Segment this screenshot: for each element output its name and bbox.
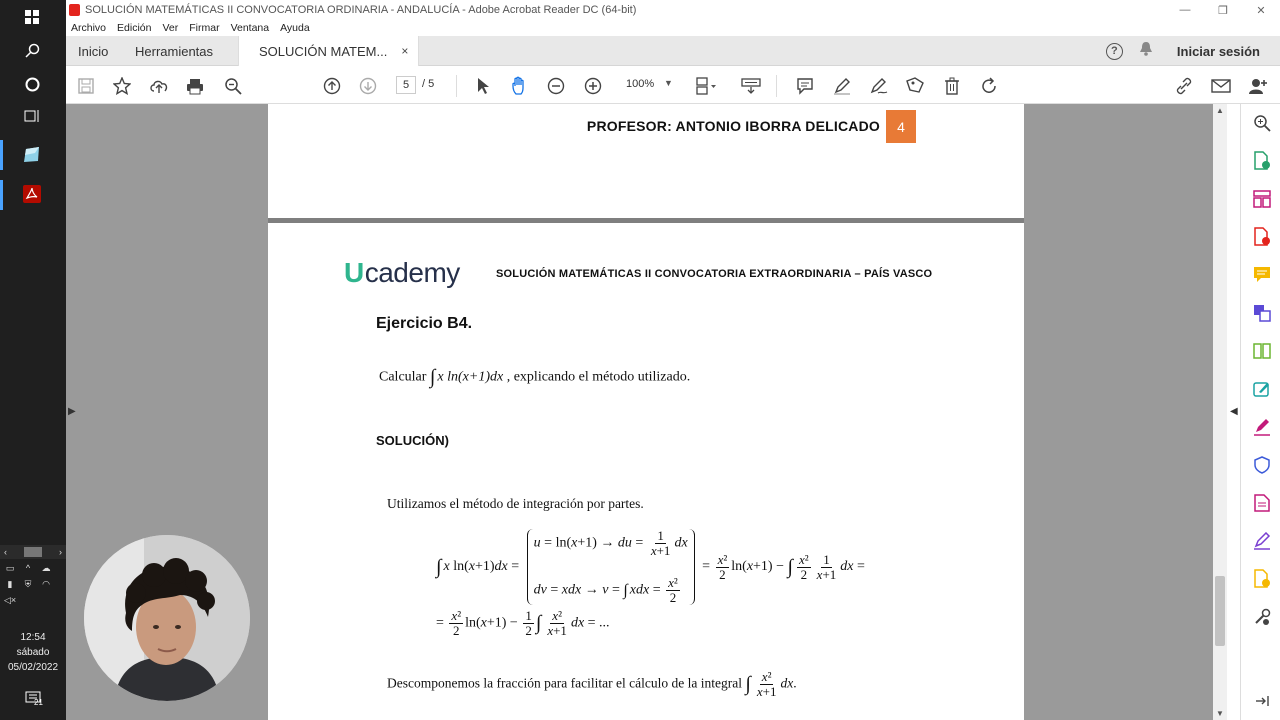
windows-taskbar	[0, 0, 66, 720]
professor-name: PROFESOR: ANTONIO IBORRA DELICADO	[586, 118, 880, 134]
email-icon[interactable]	[1208, 73, 1234, 99]
menu-firmar[interactable]: Firmar	[189, 22, 220, 34]
decompose-sentence: Descomponemos la fracción para facilitar el cálculo de la integral	[387, 675, 742, 691]
search-zoom-icon[interactable]	[1251, 112, 1273, 134]
save-icon[interactable]	[73, 73, 99, 99]
exercise-statement	[379, 366, 690, 389]
windows-start-icon[interactable]	[14, 3, 50, 31]
taskbar-active-indicator-acrobat	[0, 180, 3, 210]
menu-archivo[interactable]: Archivo	[71, 22, 107, 34]
close-tab-icon[interactable]: ×	[401, 44, 409, 58]
compare-files-icon[interactable]	[1251, 340, 1273, 362]
request-signature-icon[interactable]	[1251, 530, 1273, 552]
main-toolbar	[66, 67, 1280, 104]
notification-count: 21	[34, 698, 43, 707]
taskbar-app-icon[interactable]	[14, 141, 50, 169]
document-scrollbar[interactable]	[1213, 104, 1227, 720]
send-for-review-icon[interactable]	[1251, 568, 1273, 590]
taskbar-scrollbar[interactable]: ‹ ›	[0, 545, 66, 559]
wifi-icon[interactable]: ◠	[42, 578, 50, 589]
sign-in-button[interactable]: Iniciar sesión	[1176, 43, 1260, 59]
create-pdf-icon[interactable]	[1251, 226, 1273, 248]
upload-cloud-icon[interactable]	[146, 73, 172, 99]
close-window-button[interactable]: ✕	[1256, 4, 1266, 17]
pdf-page-5	[268, 223, 1024, 720]
menu-ventana[interactable]: Ventana	[230, 22, 270, 34]
expand-panel-icon[interactable]	[1251, 690, 1273, 712]
hand-tool-icon[interactable]	[507, 73, 533, 99]
taskbar-active-indicator	[0, 140, 3, 170]
search-icon[interactable]	[14, 36, 50, 64]
clock-date: 05/02/2022	[7, 662, 59, 673]
decompose-text: Descomponemos la fracción para facilitar el cálculo de la integral ∫ $\frac{\text{x²}}{x+1}$ dx.	[387, 669, 797, 699]
scrollbar-thumb[interactable]	[1215, 576, 1225, 646]
system-tray	[4, 562, 62, 606]
window-title-bar	[66, 0, 1280, 20]
page-number-badge: 4	[886, 110, 916, 143]
share-link-icon[interactable]	[1171, 73, 1197, 99]
microphone-icon[interactable]: ▮	[7, 578, 13, 589]
select-cursor-icon[interactable]	[470, 73, 496, 99]
fill-sign-icon[interactable]	[1251, 416, 1273, 438]
logo-text: cademy	[364, 257, 460, 288]
task-view-icon[interactable]	[14, 102, 50, 130]
draw-pen-icon[interactable]	[866, 73, 892, 99]
tab-bar	[66, 36, 1280, 66]
page-fit-icon[interactable]	[693, 73, 719, 99]
zoom-in-icon[interactable]	[580, 73, 606, 99]
taskbar-clock[interactable]	[0, 630, 66, 675]
comment-icon[interactable]	[792, 73, 818, 99]
statement-integral: x ln(x+1)dx	[437, 369, 504, 385]
stamp-tag-icon[interactable]	[902, 73, 928, 99]
maximize-button[interactable]: ❐	[1218, 4, 1228, 17]
prepare-form-icon[interactable]	[1251, 492, 1273, 514]
page-total: / 5	[422, 78, 435, 90]
volume-muted-icon[interactable]: ◁×	[3, 594, 17, 605]
zoom-search-icon[interactable]	[220, 73, 246, 99]
right-tools-panel	[1240, 104, 1280, 720]
tab-inicio[interactable]: Inicio	[78, 43, 109, 59]
clock-day: sábado	[16, 647, 50, 658]
equation-continuation: = $\frac{\text{x²}}{2}$ ln(x+1) − $\frac{1}{2}$ ∫ $\frac{\text{x²}}{x+1}$ dx = ...	[436, 608, 610, 638]
document-header: SOLUCIÓN MATEMÁTICAS II CONVOCATORIA EXTRAORDINARIA – PAÍS VASCO	[496, 268, 933, 280]
chevron-up-icon[interactable]: ^	[25, 563, 31, 573]
statement-after: , explicando el método utilizado.	[506, 369, 691, 385]
keyboard-scroll-icon[interactable]	[738, 73, 764, 99]
toolbar-divider-2	[776, 75, 777, 97]
comment-tool-icon[interactable]	[1251, 264, 1273, 286]
organize-pages-icon[interactable]	[1251, 188, 1273, 210]
webcam-overlay	[84, 535, 250, 701]
chevron-down-icon[interactable]: ▼	[664, 78, 673, 88]
minimize-button[interactable]: —	[1179, 4, 1191, 16]
help-icon[interactable]: ?	[1106, 43, 1123, 60]
page-number-input[interactable]: 5	[396, 76, 416, 94]
export-pdf-icon[interactable]	[1251, 150, 1273, 172]
acrobat-taskbar-icon[interactable]	[14, 180, 50, 208]
toolbar-divider	[456, 75, 457, 97]
left-panel-toggle-icon[interactable]: ▶	[68, 406, 76, 417]
star-bookmark-icon[interactable]	[109, 73, 135, 99]
clock-time: 12:54	[20, 632, 46, 643]
logo-u: U	[344, 257, 364, 288]
delete-trash-icon[interactable]	[939, 73, 965, 99]
add-user-icon[interactable]	[1245, 73, 1271, 99]
scroll-down-icon[interactable]: ▼	[1216, 709, 1224, 718]
previous-page-icon[interactable]	[319, 73, 345, 99]
menu-edicion[interactable]: Edición	[117, 22, 152, 34]
more-tools-icon[interactable]	[1251, 606, 1273, 628]
menu-ayuda[interactable]: Ayuda	[280, 22, 310, 34]
print-icon[interactable]	[182, 73, 208, 99]
tab-document[interactable]	[238, 36, 419, 66]
next-page-icon[interactable]	[355, 73, 381, 99]
right-panel-toggle-icon[interactable]: ◀	[1230, 406, 1238, 417]
edit-pdf-icon[interactable]	[1251, 378, 1273, 400]
ucademy-logo	[344, 253, 460, 293]
menu-bar	[66, 20, 1280, 36]
zoom-level-dropdown[interactable]: 100%	[626, 78, 655, 90]
integral-sign: ∫	[429, 366, 436, 388]
security-icon[interactable]: ⛨	[24, 578, 32, 589]
cortana-icon[interactable]	[14, 70, 50, 98]
statement-before: Calcular	[379, 369, 427, 385]
keyboard-icon[interactable]: ▭	[5, 562, 15, 573]
solution-heading: SOLUCIÓN)	[376, 433, 449, 448]
highlight-pen-icon[interactable]	[829, 73, 855, 99]
protect-shield-icon[interactable]	[1251, 454, 1273, 476]
onedrive-icon[interactable]: ☁	[41, 562, 51, 573]
window-title: SOLUCIÓN MATEMÁTICAS II CONVOCATORIA ORDINARIA - ANDALUCÍA - Adobe Acrobat Reader DC (64-bit)	[85, 4, 637, 16]
menu-ver[interactable]: Ver	[162, 22, 179, 34]
tab-document-label: SOLUCIÓN MATEM...	[259, 43, 388, 59]
method-text: Utilizamos el método de integración por partes.	[387, 496, 644, 511]
substitution-system: u = ln(x+1) → du = $\frac{1}{x+1}$ dx dv = xdx → v = ∫ xdx = $\frac{\text{x²}}{2}$	[527, 529, 695, 605]
integration-by-parts-equation: ∫ x ln(x+1)dx = u = ln(x+1) → du = $\frac{1}{x+1}$ dx dv = xdx → v = ∫ xdx = $\frac{\text{x²}}{2}$ = $\frac{\text{x²}}{2}$ ln(x+1) − ∫ $\frac{\text{x²}}{2}$ $\frac{1}{x+1}$ dx =	[436, 528, 865, 605]
combine-files-icon[interactable]	[1251, 302, 1273, 324]
acrobat-app-icon	[69, 4, 80, 16]
exercise-title: Ejercicio B4.	[376, 315, 473, 332]
pdf-page-4	[268, 104, 1024, 218]
notification-center-icon[interactable]	[22, 688, 44, 708]
zoom-out-icon[interactable]	[543, 73, 569, 99]
bell-icon[interactable]	[1139, 41, 1153, 61]
rotate-icon[interactable]	[976, 73, 1002, 99]
tab-herramientas[interactable]: Herramientas	[135, 43, 214, 59]
scroll-up-icon[interactable]: ▲	[1216, 106, 1224, 115]
